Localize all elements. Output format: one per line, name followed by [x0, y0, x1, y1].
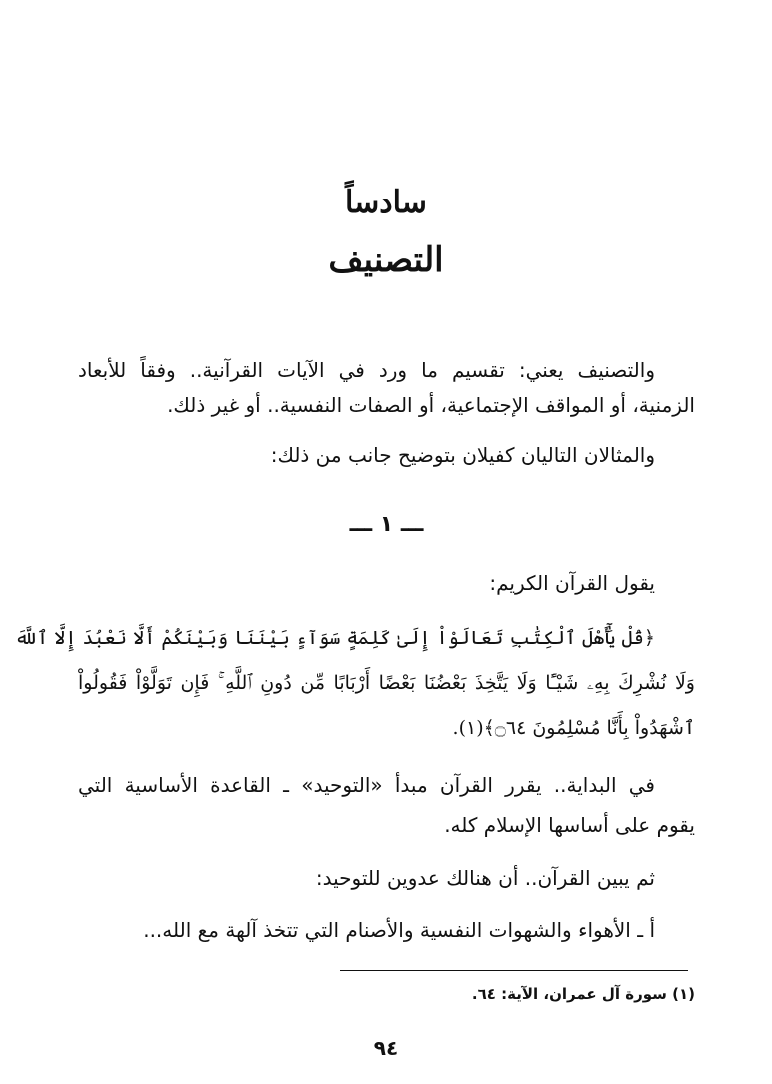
paragraph-line: الزمنية، أو المواقف الإجتماعية، أو الصفات النفسية.. أو غير ذلك.	[167, 393, 695, 417]
paragraph-line: في البداية.. يقرر القرآن مبدأ «التوحيد» ـ القاعدة الأساسية التي	[78, 773, 655, 797]
section-marker: ـــ ١ ـــ	[349, 512, 424, 537]
footnote: (١) سورة آل عمران، الآية: ٦٤.	[471, 985, 695, 1003]
section-title: التصنيف	[328, 240, 444, 280]
verse-intro: يقول القرآن الكريم:	[489, 571, 655, 595]
list-item: أ ـ الأهواء والشهوات النفسية والأصنام التي تتخذ آلهة مع الله...	[143, 918, 655, 942]
quran-verse-line: ﴿قُلْ يَٰٓأَهْلَ ٱلْكِتَٰبِ تَعَالَوْاْ إِلَىٰ كَلِمَةٍ سَوَآءٍ بَيْنَنَا وَبَيْنَكُمْ أَلَّا نَعْبُدَ إِلَّا ٱللَّهَ	[14, 627, 655, 649]
paragraph-line: والتصنيف يعني: تقسيم ما ورد في الآيات القرآنية.. وفقاً للأبعاد	[78, 358, 655, 382]
quran-verse-line: ٱشْهَدُواْ بِأَنَّا مُسْلِمُونَ ۝٦٤﴾(١).	[452, 717, 695, 739]
quran-verse-line: وَلَا نُشْرِكَ بِهِۦ شَيْـًٔا وَلَا يَتَّخِذَ بَعْضُنَا بَعْضًا أَرْبَابًا مِّن دُونِ ٱللَّهِ ۚ فَإِن تَوَلَّوْاْ فَقُولُواْ	[78, 672, 695, 694]
paragraph-line: يقوم على أساسها الإسلام كله.	[444, 813, 695, 837]
section-ordinal: سادساً	[345, 185, 427, 220]
page-number: ٩٤	[373, 1036, 399, 1060]
paragraph-line: والمثالان التاليان كفيلان بتوضيح جانب من ذلك:	[270, 443, 655, 467]
paragraph-line: ثم يبين القرآن.. أن هنالك عدوين للتوحيد:	[315, 866, 655, 890]
footnote-divider	[340, 970, 688, 971]
